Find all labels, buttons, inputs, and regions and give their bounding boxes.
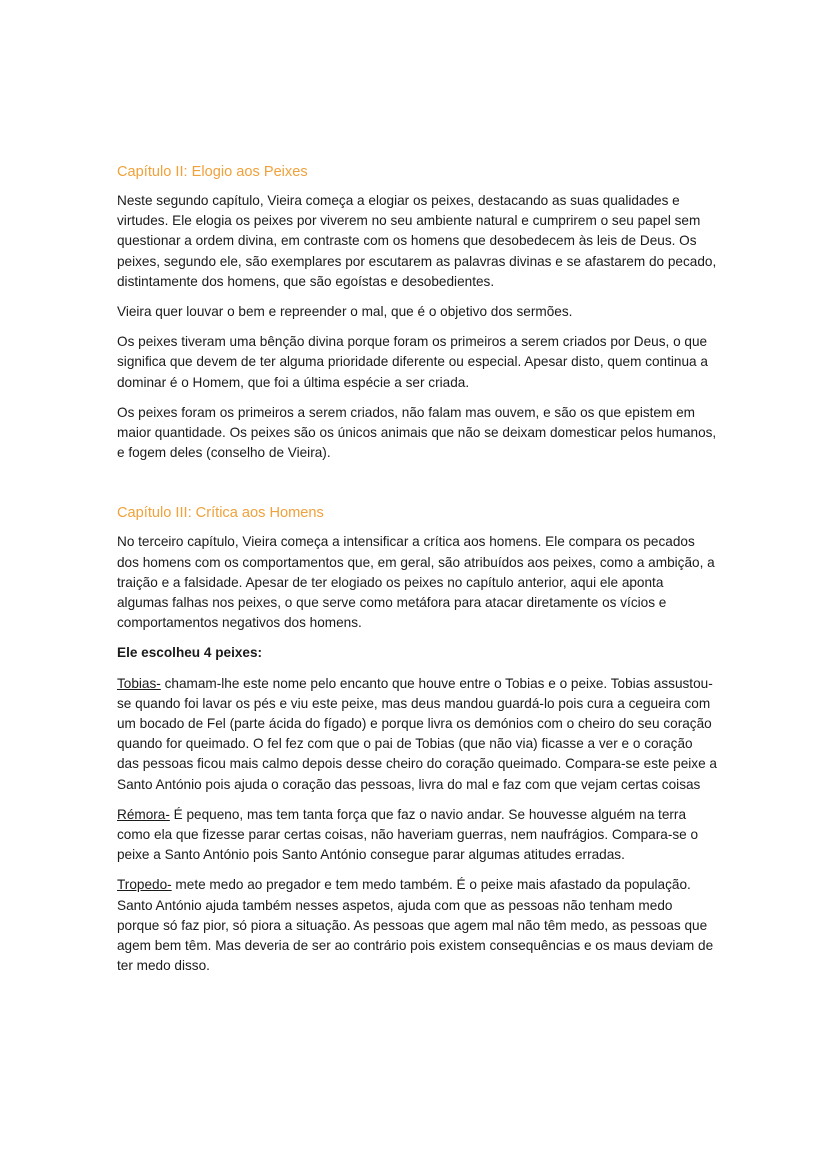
fish-name: Tobias-	[117, 675, 161, 691]
chapter-2-section	[117, 162, 717, 463]
section-spacer	[117, 473, 717, 503]
fish-list-heading: Ele escolheu 4 peixes:	[117, 645, 263, 661]
fish-description: É pequeno, mas tem tanta força que faz o navio andar. Se houvesse alguém na terra como ela que fizesse parar certas coisas, não haveriam guerras, nem naufrágios. Compara-se o peixe a Santo António pois Santo António consegue parar algumas atitudes erradas.	[117, 806, 699, 863]
fish-name: Tropedo-	[117, 877, 172, 893]
chapter-2-paragraph: Vieira quer louvar o bem e repreender o mal, que é o objetivo dos sermões.	[117, 304, 573, 320]
chapter-3-heading: Capítulo III: Crítica aos Homens	[117, 505, 324, 522]
fish-entry-tobias	[117, 674, 717, 795]
fish-entry-remora	[117, 805, 717, 866]
chapter-2-heading: Capítulo II: Elogio aos Peixes	[117, 164, 308, 180]
chapter-2-paragraph: Os peixes tiveram uma bênção divina porque foram os primeiros a serem criados por Deus, o que significa que devem de ter alguma prioridade diferente ou especial. Apesar disto, quem continua a dominar é o Homem, que foi a última espécie a ser criada.	[117, 334, 708, 390]
fish-description: chamam-lhe este nome pelo encanto que houve entre o Tobias e o peixe. Tobias assustou-se quando foi lavar os pés e viu este peixe, mas deus mandou guardá-lo pois cura a cegueira com um bocado de Fel (parte ácida do fígado) e porque livra os demónios com o cheiro do seu coração quando for queimado. O fel fez com que o pai de Tobias (que não via) ficasse a ver e o coração das pessoas ficou mais calmo depois desse cheiro do coração queimado. Compara-se este peixe a Santo António pois ajuda o coração das pessoas, livra do mal e faz com que vejam certas coisas	[117, 675, 717, 792]
fish-description: mete medo ao pregador e tem medo também. É o peixe mais afastado da população. Santo António ajuda também nesses aspetos, ajuda com que as pessoas não tenham medo porque só faz pior, só piora a situação. As pessoas que agem mal não têm medo, as pessoas que agem bem têm. Mas deveria de ser ao contrário pois existem consequências e os maus deviam de ter medo disso.	[117, 877, 714, 974]
chapter-2-paragraph: Os peixes foram os primeiros a serem criados, não falam mas ouvem, e são os que epistem em maior quantidade. Os peixes são os únicos animais que não se deixam domesticar pelos humanos, e fogem deles (conselho de Vieira).	[117, 404, 717, 461]
chapter-3-section	[117, 503, 717, 976]
document-page	[117, 162, 717, 987]
chapter-2-paragraph: Neste segundo capítulo, Vieira começa a elogiar os peixes, destacando as suas qualidades e virtudes. Ele elogia os peixes por viverem no seu ambiente natural e cumprirem o seu papel sem questionar a ordem divina, em contraste com os homens que desobedecem às leis de Deus. Os peixes, segundo ele, são exemplares por escutarem as palavras divinas e se afastarem do pecado, distintamente dos homens, que são egoístas e desobedientes.	[117, 193, 717, 289]
fish-name: Rémora-	[117, 806, 170, 822]
chapter-3-paragraph: No terceiro capítulo, Vieira começa a intensificar a crítica aos homens. Ele compara os pecados dos homens com os comportamentos que, em geral, são atribuídos aos peixes, como a ambição, a traição e a falsidade. Apesar de ter elogiado os peixes no capítulo anterior, aqui ele aponta algumas falhas nos peixes, o que serve como metáfora para atacar diretamente os vícios e comportamentos negativos dos homens.	[117, 534, 715, 631]
fish-entry-tropedo	[117, 875, 717, 976]
